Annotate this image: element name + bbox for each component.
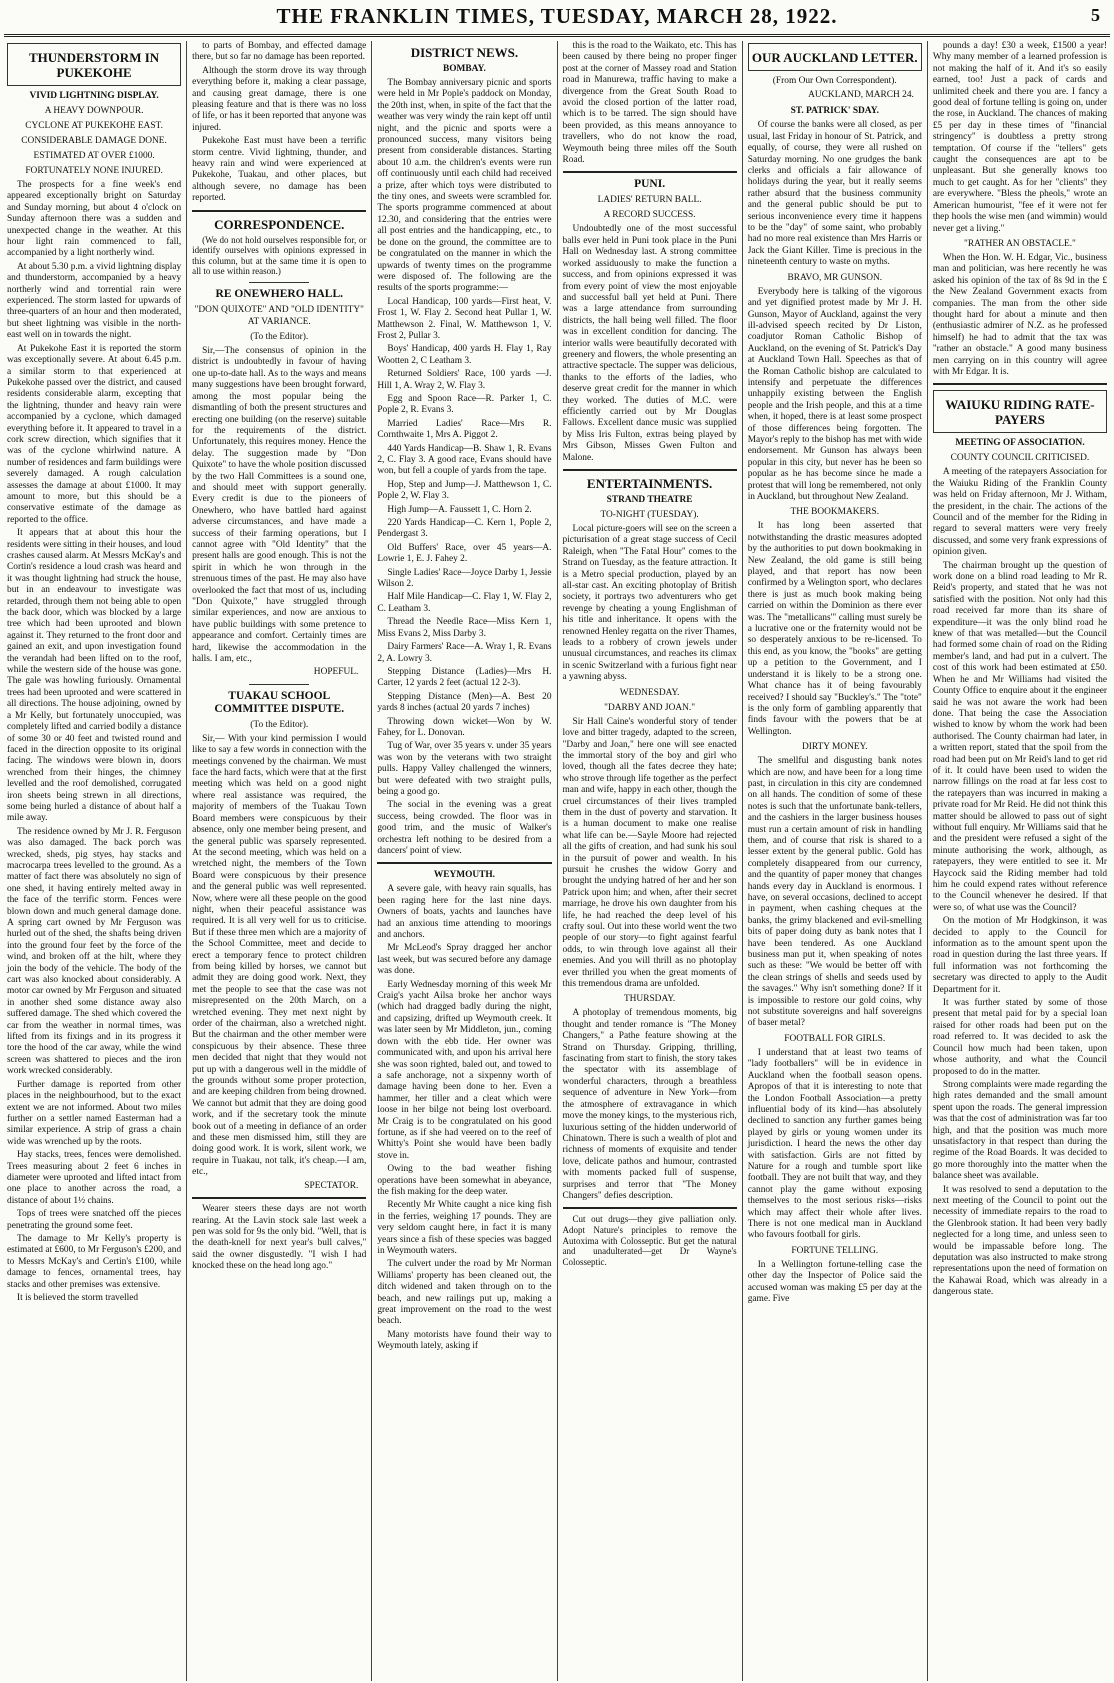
- section-divider: [563, 469, 737, 471]
- column-2: [187, 41, 372, 1681]
- paragraph: The culvert under the road by Mr Norman Williams' property has been cleaned out, the ditch widened and taken through on to the beach, and new railings put up, making a great improvement on the road to the west beach.: [377, 1259, 552, 1327]
- section-heading: CORRESPONDENCE.: [214, 216, 345, 232]
- article-subheading: "RATHER AN OBSTACLE.": [964, 238, 1076, 249]
- letter-heading: RE ONEWHERO HALL.: [215, 288, 343, 301]
- article-subheading: FORTUNE TELLING.: [791, 1245, 879, 1256]
- divider: [249, 684, 309, 685]
- paragraph: Sir Hall Caine's wonderful story of tender love and bitter tragedy, adapted to the screen, "Darby and Joan," here one will see enacted the immortal story of the boy and girl who loved, though all the fates decree they hate; who strove through life together as the perfect man and wife, happy in each other, though the cruel circumstances of their lives trampled them in the dust of poverty and starvation. It is a human document to make one realise what life can be.—Sayle Moore had rejected all the gifts of creation, and had sunk his soul in the pursuit of power and wealth. In his pursuit he crushes the widow Gorry and brought the undying hatred of her and her son Patrick upon him; and when, after their secret marriage, he drove his own daughter from his life, he had reached the deep level of his crafty soul. Out into these world went the two people of our story—to fight against fearful odds, to win through love against all their enemies. And you will thrill as no photoplay ever thrilled you when the great moments of this tremendous drama are unfolded.: [562, 716, 737, 990]
- thunderstorm-heading-box: [7, 43, 181, 86]
- paragraph: Undoubtedly one of the most successful balls ever held in Puni took place in the Puni Hall on Wednesday last. A strong committee worked assiduously to make the function a success, and from opinions expressed it was from every point of view the most enjoyable and successful ball yet held at Puni. There was a large attendance from surrounding districts, the hall being well filled. The floor was in excellent condition for dancing. The interior walls were beautifully decorated with greenery and flowers, the whole presenting an attractive spectacle. The supper was delicious, thanks to the efforts of the ladies, who deserve great credit for the manner in which they worked. The duties of M.C. were efficiently carried out by Mr Douglas Fallows. Excellent dance music was supplied by Miss Iris Fulton, extras being played by Mrs Gibson, Misses Gwen Fulton and Malone.: [562, 224, 737, 463]
- paragraph: When the Hon. W. H. Edgar, Vic., business man and politician, was here recently he was asked his opinion of the tax of 8s 9d in the £ the New Zealand Government exacts from companies. The man from the other side thought hard for about a minute and then (enthusiastic admirer of N.Z. as he professed himself) he had to admit that the tax was "rather an obstacle." A good many business men carrying on in this country will agree with Mr Edgar. It is.: [932, 252, 1108, 377]
- article-subheading: CONSIDERABLE DAMAGE DONE.: [21, 136, 167, 146]
- result-item: Egg and Spoon Race—R. Parker 1, C. Pople 2, R. Evans 3.: [377, 393, 552, 416]
- article-heading: THUNDERSTORM IN PUKEKOHE: [29, 50, 160, 80]
- result-item: Dairy Farmers' Race—A. Wray 1, R. Evans 2, A. Lowry 3.: [377, 642, 552, 664]
- result-item: Throwing down wicket—Won by W. Fahey, for L. Donovan.: [377, 716, 552, 738]
- letter-signature: SPECTATOR.: [304, 1180, 359, 1191]
- divider: [249, 282, 309, 283]
- newspaper-title: THE FRANKLIN TIMES, TUESDAY, MARCH 28, 1922.: [276, 4, 838, 28]
- column-6: [928, 41, 1112, 1681]
- result-item: High Jump—A. Faussett 1, C. Horn 2.: [387, 504, 532, 515]
- article-heading: PUNI.: [634, 178, 666, 191]
- result-item: Old Buffers' Race, over 45 years—A. Lowrie 1, E. J. Fahey 2.: [377, 542, 552, 565]
- result-item: Stepping Distance (Ladies)—Mrs H. Carter, 12 yards 2 feet (actual 12 2-3).: [377, 666, 552, 689]
- masthead: [4, 0, 1110, 37]
- paragraph: Strong complaints were made regarding the high rates demanded and the small amount spent upon the roads. The general impression was that the cost of administration was far too high, and that the position was much more unsatisfactory in that respect than during the regime of the Road Boards. It was decided to go more thoroughly into the matter when the balance sheet was available.: [932, 1079, 1108, 1182]
- result-item: 220 Yards Handicap—C. Kern 1, Pople 2, Pendergast 3.: [377, 518, 552, 540]
- letter-addressee: (To the Editor).: [250, 332, 309, 343]
- article-subheading: THE BOOKMAKERS.: [790, 507, 880, 518]
- result-item: Hop, Step and Jump—J. Matthewson 1, C. Pople 2, W. Flay 3.: [377, 479, 552, 502]
- article-subheading: ST. PATRICK' SDAY.: [790, 106, 879, 117]
- paragraph: this is the road to the Waikato, etc. This has been caused by there being no proper finger post at the corner of Massey road and Station road in Manurewa, traffic having to make a divergence from the Great South Road to avoid the closed portion of the latter road, which is to be tarred. The sign should have been provided, as this means annoyance to travellers, who do not know the road, Weymouth being three miles off the South Road.: [562, 41, 737, 166]
- advertisement: Cut out drugs—they give palliation only. Adopt Nature's principles to remove the Autoxima with Colosseptic. But get the natural and unadulterated—get Dr Wayne's Colosseptic.: [562, 1214, 737, 1267]
- article-subheading: "DARBY AND JOAN.": [604, 702, 696, 713]
- result-item: Stepping Distance (Men)—A. Best 20 yards 8 inches (actual 20 yards 7 inches): [377, 691, 552, 714]
- section-divider: [933, 383, 1107, 385]
- paragraph: Tops of trees were snatched off the pieces penetrating the ground some feet.: [7, 1209, 182, 1231]
- article-subheading: THURSDAY.: [623, 994, 676, 1005]
- article-subheading: VIVID LIGHTNING DISPLAY.: [29, 91, 159, 101]
- article-subheading: CYCLONE AT PUKEKOHE EAST.: [25, 121, 163, 131]
- column-3: [372, 41, 557, 1681]
- paragraph: pounds a day! £30 a week, £1500 a year! Why many member of a learned profession is not making the half of it. And it's so easily earned, too! Just a pack of cards and unlimited cheek and there you are. I fancy a good deal of fortune telling is going on, under the rose, in Auckland. The chances of making £5 per day in these times of "financial stringency" is doubtless a pretty strong temptation. Of course if the "tellers" gets caught the consequences are apt to be unpleasant. But she generally knows too much to get caught. As for her "clients" they are everywhere. "Bless the pheols," wrote an American humourist, "fee ef it were not fer thep hools the wise men (and wimmin) would never get a living.": [932, 41, 1108, 234]
- paragraph: It was resolved to send a deputation to the next meeting of the Council to point out the necessity of immediate repairs to the road to the Glenbrook station. It had been very badly neglected for a long time, and unless seen to would be impassable before long. The deputation was also instructed to make strong representations upon the need of formation on the Kahawai Road, which was already in a dangerous state.: [932, 1184, 1108, 1298]
- paragraph: Owing to the bad weather fishing operations have been somewhat in abeyance, the fish making for the deep water.: [377, 1164, 552, 1197]
- article-subheading: MEETING OF ASSOCIATION.: [955, 438, 1085, 449]
- section-divider: [192, 1197, 366, 1199]
- paragraph: It is believed the storm travelled: [17, 1293, 139, 1303]
- columns: [2, 41, 1112, 1681]
- paragraph: The chairman brought up the question of work done on a blind road leading to Mr R. Reid's property, and stated that he was not satisfied with the position. Not only had this road received far more than its share of expenditure—it was the only blind road he knew of that was metalled—but the Council had formed some chain of road on the Riding member's land, and had put in a culvert. The cost of this work had been estimated at £50. When he and Mr Williams had visited the County Office to enquire about it the engineer said he was not aware the work had been done. That being the case the Association wished to know by whom the work had been authorised. The County chairman had later, in a written report, stated that the spoil from the road had been put on Mr Reid's land to get rid of it. It could have been used to widen the narrow fillings on the road at far less cost to the ratepayers than was incurred in making a private road for Mr Reid. He did not think this matter should be allowed to pass out of sight without full enquiry. Mr Williams said that he and the president were refused a sight of the minute authorising the work, although, as ratepayers, they were entitled to see it. Mr Haycock said the Riding member had told him he could expend rates without reference to the Council whenever he desired. If that were so, of what use was the Council?: [932, 560, 1108, 913]
- article-subheading: LADIES' RETURN BALL.: [597, 195, 702, 206]
- paragraph: The residence owned by Mr J. R. Ferguson was also damaged. The back porch was wrecked, sheds, pig styes, hay stacks and macrocarpa trees levelled to the ground. As a matter of fact there was absolutely no sign of one shed, it having entirely melted away in the face of the terrific storm. Fences were blown down and much general damage done. A spring cart owned by Mr Ferguson was hurled out of the shed, the shafts being driven into the ground four feet by the force of the wind, and broken off at the hilt, where they join the body of the vehicle. The body of the cart was also knocked about considerably. A motor car owned by Mr Ferguson and situated in another shed some distance away also suffered damage. The shed which covered the car from the weather in normal times, was lifted from its fixings and in its progress it tore the hood of the car away, while the wind screen was shattered to pieces and the iron work wrecked considerably.: [7, 826, 182, 1077]
- paragraph: Local picture-goers will see on the screen a picturisation of a great stage success of Cecil Raleigh, when "The Fatal Hour" comes to the Strand on Tuesday, as the feature attraction. It is a Metro special production, played by an all-star cast. An exciting photoplay of British society, it portrays two adventurers who get revenge by cheating a young Englishman of his title and inheritance. It opens with the renowned Henley regatta on the river Thames, leads to a robbery of crown jewels under unusual circumstances, and reaches its climax in scenic Switzerland with a furious fight near a yawning abyss.: [562, 524, 737, 683]
- paragraph: Everybody here is talking of the vigorous and yet dignified protest made by Mr J. H. Gunson, Mayor of Auckland, against the very ill-advised speech recited by Dr Liston, coadjutor Roman Catholic Bishop of Auckland, on the evening of St. Patrick's Day at Auckland Town Hall. Speeches as that of the Roman Catholic bishop are calculated to intensify and perpetuate the differences unhappily existing between the English people and the Irish people, and this at a time when, it hoped, there is at least some prospect of those differences being forgotten. The Mayor's reply to the bishop has met with wide endorsement. Mr Gunson has always been popular in this city, but never has he been so popular as he has become since he made a protest that will long be remembered, not only in Auckland, but throughout New Zealand.: [747, 286, 922, 502]
- result-item: Tug of War, over 35 years v. under 35 years was won by the veterans with two straight pulls. Happy Valley challenged the winners, but were defeated with two straight pulls, being a good go.: [377, 741, 552, 797]
- result-item: Half Mile Handicap—C. Flay 1, W. Flay 2, C. Leatham 3.: [377, 592, 552, 614]
- paragraph: It has long been asserted that notwithstanding the drastic measures adopted by the authorities to put down bookmaking in New Zealand, the old game is still being played, and that report has now been confirmed by a Welington sport, who declares there is just as much book making being carried on within the Dominion as there ever was. The "metallicans'" calling must surely be a lucrative one or the fraternity would not be so desperately anxious to be re-licensed. To this end, as you know, the "books" are getting up a petition to the Government, and I understand it is likely to be a strong one. What chance has it of being favourably received? I should say "Buckley's." The "tote" is the only form of gambling apparently that finds favour with the powers that be at Wellington.: [747, 521, 922, 737]
- paragraph: Hay stacks, trees, fences were demolished. Trees measuring about 2 feet 6 inches in diameter were uprooted and lifted intact from one place to another across the road, a distance of about 1½ chains.: [7, 1150, 182, 1206]
- letter-heading: TUAKAU SCHOOL COMMITTEE DISPUTE.: [214, 689, 345, 715]
- editorial-disclaimer: (We do not hold ourselves responsible for, or identify ourselves with opinions expressed in this column, but at the same time it is open to all to use within reason.): [192, 234, 367, 277]
- paragraph: It appears that at about this hour the residents were sitting in their houses, and loud crashes caused alarm. At Messrs McKay's and Cortin's residence a loud crash was heard and it was thought lightning had struck the house, but in an endeavour to investigate was retarded, through them not being able to open the back door, which was blocked by a large tree which had been uprooted and blown against it. They returned to the front door and gained an exit, and upon investigation found the verandah had been lifted on to the roof, while the western side of the house was gone. The gale was howling furiously. Ornamental trees had been uprooted and were scattered in all directions. The house adjoining, owned by a Mr Kelly, but fortunately unoccupied, was completely lifted and carried bodily a distance of some 30 or 40 feet and twisted round and faced in the direction opposite to its original facing. The windows were blown in, doors wrenched from their hinges, the chimney levelled and the roof demolished, corrugated iron sheets being strewn in all directions, some being hurled a distance of about half a mile away.: [7, 528, 182, 824]
- waiuku-heading-box: [933, 390, 1107, 433]
- paragraph: In a Wellington fortune-telling case the other day the Inspector of Police said the accused woman was making £5 per day at the game. Five: [747, 1259, 922, 1304]
- result-item: Married Ladies' Race—Mrs R. Cornthwaite 1, Mrs A. Piggot 2.: [377, 418, 552, 441]
- paragraph: Pukekohe East must have been a terrific storm centre. Vivid lightning, thunder, and heavy rain and wind were experienced at Pukekohe, Tuakau, and other places, but although severe, no damage has been reported.: [192, 136, 367, 204]
- paragraph: The prospects for a fine week's end appeared exceptionally bright on Saturday and Sunday morning, but about 4 o'clock on Sunday afternoon there was a sudden and unexpected change in the weather. At this hour light rain commenced to fall, accompanied by a light northerly wind.: [7, 180, 182, 259]
- article-subheading: A HEAVY DOWNPOUR.: [44, 106, 144, 116]
- district-subheading: BOMBAY.: [443, 64, 486, 74]
- article-subheading: ESTIMATED AT OVER £1000.: [33, 151, 155, 161]
- column-5: [743, 41, 928, 1681]
- dateline: AUCKLAND, MARCH 24.: [808, 90, 914, 100]
- paragraph: On the motion of Mr Hodgkinson, it was decided to apply to the Council for information as to the amount spent upon the road in question during the last three years. If full information was not forthcoming the secretary was directed to apply to the Audit Department for it.: [932, 916, 1108, 995]
- column-4: [558, 41, 743, 1681]
- column-1: [2, 41, 187, 1681]
- section-divider: [563, 1207, 737, 1209]
- letter-addressee: (To the Editor).: [250, 719, 309, 730]
- paragraph: A photoplay of tremendous moments, big thought and tender romance is "The Money Changers," a Pathe feature showing at the Strand on Thursday. Gripping, thrilling, fascinating from start to finish, the story takes the spectator with its assemblage of wonderful characters, through a breathless sequence of adventure in New York—from the atmosphere of extravagance in which move the money kings, to the mysterious rich, luxurious setting of the hidden underworld of Chinatown. There is such a wealth of plot and richness of moments of exquisite and tender love, delicate pathos and humour, contrasted with moments packed full of suspense, surprises and terror that "The Money Changers" defies description.: [562, 1008, 737, 1201]
- article-subheading: COUNTY COUNCIL CRITICISED.: [950, 453, 1090, 464]
- result-item: Single Ladies' Race—Joyce Darby 1, Jessie Wilson 2.: [377, 567, 552, 590]
- article-subheading: TO-NIGHT (TUESDAY).: [600, 510, 699, 520]
- article-subheading: A RECORD SUCCESS.: [603, 210, 696, 221]
- paragraph: to parts of Bombay, and effected damage there, but so far no damage has been reported.: [192, 41, 367, 63]
- paragraph: Wearer steers these days are not worth rearing. At the Lavin stock sale last week a pen was sold for 9s the only bid. "Well, that is the death-knell for next year's bull calves," said the owner disgustedly. "I wish I had knocked these on the head long ago.": [192, 1204, 367, 1272]
- paragraph: It was further stated by some of those present that metal paid for by a special loan raised for other roads had been put on the road referred to. It was decided to ask the Council how much had been taken, upon whose authority, and what the Council proposed to do in the matter.: [932, 998, 1108, 1077]
- paragraph: Early Wednesday morning of this week Mr Craig's yacht Ailsa broke her anchor ways (which had dragged badly during the night, and capsizing, drifted up Weymouth creek. It was later seen by Mr Middleton, jun., coming down with the ebb tide. Her owner was communicated with, and upon his arrival here she was soon righted, baled out, and towed to a safe anchorage, not a sixpenny worth of damage having been done to her. Even a hammer, her tiller and a cleat which were loose in her bilge not being lost overboard. Mr Craig is to be congratulated on his good fortune, as if she had veered on to the reef of Whitty's Point she would have been badly stove in.: [377, 979, 552, 1161]
- paragraph: Recently Mr White caught a nice king fish in the ferries, weighing 17 pounds. They are very seldom caught here, in fact it is many years since a fish of these species was bagged in Weymouth waters.: [377, 1200, 552, 1256]
- section-heading: ENTERTAINMENTS.: [586, 476, 713, 491]
- paragraph: Sir,— With your kind permission I would like to say a few words in connection with the meetings convened by the chairman. We must face the hard facts, which were that at the first meeting which was held on a good night where real assistance was required, the majority of members of the Tuakau Town Board members were conspicuous by their absence, only one member being present, and the general public was sparsely represented. At the second meeting, which was held on a wretched night, the members of the Town Board were conspicuous by their presence and the general public was well represented. Now, where were all these people on the good night, when their peaceful assistance was required. It is all very well for us to criticise. But if these three men which are a majority of the School Committee, meet and decide to erect a temporary fence to protect children from being killed by horses, we cannot but admit they are doing good work. Next, they met the people to see that the case was not misrepresented on the 20th March, on a wretched evening. They met next night by order of the chairman, also a wretched night. But the chairman and the other member were conspicuous by their absence. These three men decided that night that they would not put up with a dangerous well in the middle of the grounds without some proper protection, and are keeping children from being drowned. We cannot but admit that they are doing good work, and if the secretary took the minute book out of a meeting in defiance of an order and these men dismissed him, still they are doing good work. It is work, silent work, we require in Tuakau, not talk, it's cheap.—I am, etc.,: [192, 733, 367, 1178]
- letter-heading-box: [748, 43, 922, 71]
- article-subheading: BRAVO, MR GUNSON.: [787, 272, 883, 283]
- paragraph: I understand that at least two teams of "lady footballers" will be in evidence in Auckland when the football season opens. Apropos of that it is interesting to note that the London Football Association—a pretty influential body of its kind—has absolutely declined to sanction any further games being played by girls or young women under its jurisdiction. I heard the news the other day with satisfaction. Girls are not fitted by Nature for a rough and tumble sport like football. They are not built that way, and they cannot play the game without exposing themselves to the most serious risks—risks which may affect their whole after lives. There is not one medical man in Auckland who favours football for girls.: [747, 1047, 922, 1241]
- article-subheading: FORTUNATELY NONE INJURED.: [25, 166, 163, 176]
- paragraph: Many motorists have found their way to Weymouth lately, asking if: [377, 1329, 552, 1352]
- result-item: The social in the evening was a great success, being crowded. The floor was in good trim, and the music of Walker's orchestra left nothing to be desired from a dancers' point of view.: [377, 800, 552, 856]
- article-subheading: WEDNESDAY.: [619, 687, 680, 698]
- section-divider: [377, 862, 551, 864]
- paragraph: Further damage is reported from other places in the neighbourhood, but to the exact extent we are not informed. About two miles further on a settler named Easterman had a similar experience. A strip of grass a chain wide was wrenched up by the roots.: [7, 1079, 182, 1147]
- paragraph: A severe gale, with heavy rain squalls, has been raging here for the last nine days. Owners of boats, yachts and launches have had an anxious time attending to moorings and anchors.: [377, 884, 552, 941]
- article-subheading: FOOTBALL FOR GIRLS.: [784, 1033, 886, 1044]
- paragraph: Of course the banks were all closed, as per usual, last Friday in honour of St. Patrick, and equally, of course, they were all rushed on Saturday morning. No one grudges the bank clerks and officials a fair allowance of holidays during the year, but it really seems rather absurd that the business community and the general public should be put to serious inconvenience every time it happens to be the "day" of some saint, who probably had no more real existence than Mrs Harris or Jack the Giant Killer. Time is precious in the nineteenth century to waste on myths.: [747, 120, 922, 268]
- result-item: Thread the Needle Race—Miss Kern 1, Miss Evans 2, Miss Darby 3.: [377, 617, 552, 639]
- letter-signature: HOPEFUL.: [313, 667, 359, 678]
- section-divider: [563, 171, 737, 173]
- result-item: Returned Soldiers' Race, 100 yards —J. Hill 1, A. Wray 2, W. Flay 3.: [377, 369, 552, 391]
- district-subheading: WEYMOUTH.: [433, 870, 496, 881]
- article-subheading: DIRTY MONEY.: [801, 742, 868, 753]
- paragraph: The Bombay anniversary picnic and sports were held in Mr Pople's paddock on Monday, the 20th inst, when, in spite of the fact that the weather was very windy the rain kept off until night, and the picnic and sports were a pronounced success, many visitors being present from considerable distances. Starting about 10 a.m. the children's events were run off continuously until each child had received a prize, after which toys were distributed to the tiny ones, and sweets were scrambled for. The sports programme commenced at about 12.30, and considering that the entries were all post entries and the handicapping, etc., to be done on the ground, the committee are to be congratulated on the manner in which the upwards of twenty times on the programme were disposed of. The following are the results of the sports programme:—: [377, 78, 552, 294]
- paragraph: The damage to Mr Kelly's property is estimated at £600, to Mr Ferguson's £200, and to Messrs McKay's and Certin's £100, while damage to fences, ornamental trees, hay stacks and other premises was extensive.: [7, 1233, 182, 1290]
- correspondent-line: (From Our Own Correspondent).: [772, 76, 897, 86]
- result-item: Boys' Handicap, 400 yards H. Flay 1, Ray Wootten 2, C Leatham 3.: [377, 344, 552, 366]
- paragraph: A meeting of the ratepayers Association for the Waiuku Riding of the Franklin County was held on Friday afternoon, Mr J. Witham, the president, in the chair. The actions of the Council and of the member for the Riding in regard to several matters were very freely discussed, and some very frank expressions of opinion given.: [932, 467, 1108, 558]
- section-divider: [192, 210, 366, 212]
- article-heading: WAIUKU RIDING RATE-PAYERS: [945, 397, 1095, 428]
- paragraph: At about 5.30 p.m. a vivid lightning display and thunderstorm, accompanied by a heavy northerly wind and torrential rain were experienced. The storm lasted for upwards of three-quarters of an hour and then moderated, but sheet lightning was visible in the north-east well on in towards the night.: [7, 261, 182, 341]
- page-number: 5: [1091, 5, 1100, 25]
- article-subheading: STRAND THEATRE: [606, 495, 693, 505]
- result-item: 440 Yards Handicap—B. Shaw 1, R. Evans 2, C. Flay 3. A good race, Evans should have won, but fell a couple of yards from the tape.: [377, 443, 552, 477]
- article-heading: OUR AUCKLAND LETTER.: [751, 50, 918, 65]
- paragraph: Although the storm drove its way through everything before it, making a clear passage, and causing great damage, there is one pleasing feature and that is there was no loss of life, or has it been reported that anyone was injured.: [192, 65, 367, 133]
- letter-subheading: "DON QUIXOTE" AND "OLD IDENTITY" AT VARIANCE.: [194, 305, 364, 328]
- paragraph: At Pukekohe East it is reported the storm was exceptionally severe. At about 6.45 p.m. a similar storm to that experienced at Pukekohe passed over the district, and caused residents considerable alarm, excepting that the lightning, thunder and heavy rain were accompanied by a cyclone, which damaged everything before it. It appeared to travel in a cork screw direction, which signifies that it was of the cyclone whirlwind nature. A number of residences and farm buildings were severely damaged. A rough calculation assesses the damage at about £1000. It may amount to more, but this should be a conservative estimate of the damage as reported to the office.: [7, 343, 182, 525]
- paragraph: Sir,—The consensus of opinion in the district is undoubtedly in favour of having one up-to-date hall. As to the ways and means many suggestions have been brought forward, among the most popular being the dismantling of both the present structures and erecting one building (on the reserve) suitable for the requirements of the district. Unfortunately, this requires money. Hence the delay. The suggestion made by "Don Quixote" to have the whole position discussed by the two Hall Committees is a sound one, and should meet with support generally. Every credit is due to the pioneers of Onewhero, who have battled hard against adverse circumstances, and have made a success of their farming operations, but I cannot agree with "Old Identity" that the present halls are good enough. This is not the spirit in which he won through in the strenuous times of the past. He may also have overlooked the fact that most of us, including "Don Quixote," have struggled through similar experiences, and now are anxious to have public buildings with some pretence to appearance and comfort. Certainly times are hard, likewise the accommodation in the halls. I am, etc.,: [192, 346, 367, 665]
- paragraph: The smellful and disgusting bank notes which are now, and have been for a long time past, in circulation in this city are condemned on all hands. The condition of some of these notes is such that the unfortunate bank-tellers, and the cashiers in the larger business houses must run a certain amount of risk in handling them, and of course that risk is shared to a lesser extent by the general public. Gold has completely disappeared from our currency, and the quantity of paper money that changes hands every day in Auckland is enormous. I have, on several occasions, declined to accept in payment, when cashing cheques at the banks, the grimy blackened and evil-smelling bits of paper doing duty as bank notes that I have been tendered. As one Auckland business man put it, when speaking of notes such as these: "We would be better off with the clean strings of shells and seeds used by the savages." Why isn't something done? If it is impossible to restore our gold coins, why not substitute sovereigns and half sovereigns of baser metal?: [747, 756, 922, 1029]
- section-heading: DISTRICT NEWS.: [410, 45, 519, 60]
- paragraph: Mr McLeod's Spray dragged her anchor last week, but was secured before any damage was done.: [377, 943, 552, 977]
- result-item: Local Handicap, 100 yards—First heat, V. Frost 1, W. Flay 2. Second heat Pullar 1, W. Matthewson 2. Final, W. Matthewson 1, V. Frost 2, Pullar 3.: [377, 296, 552, 341]
